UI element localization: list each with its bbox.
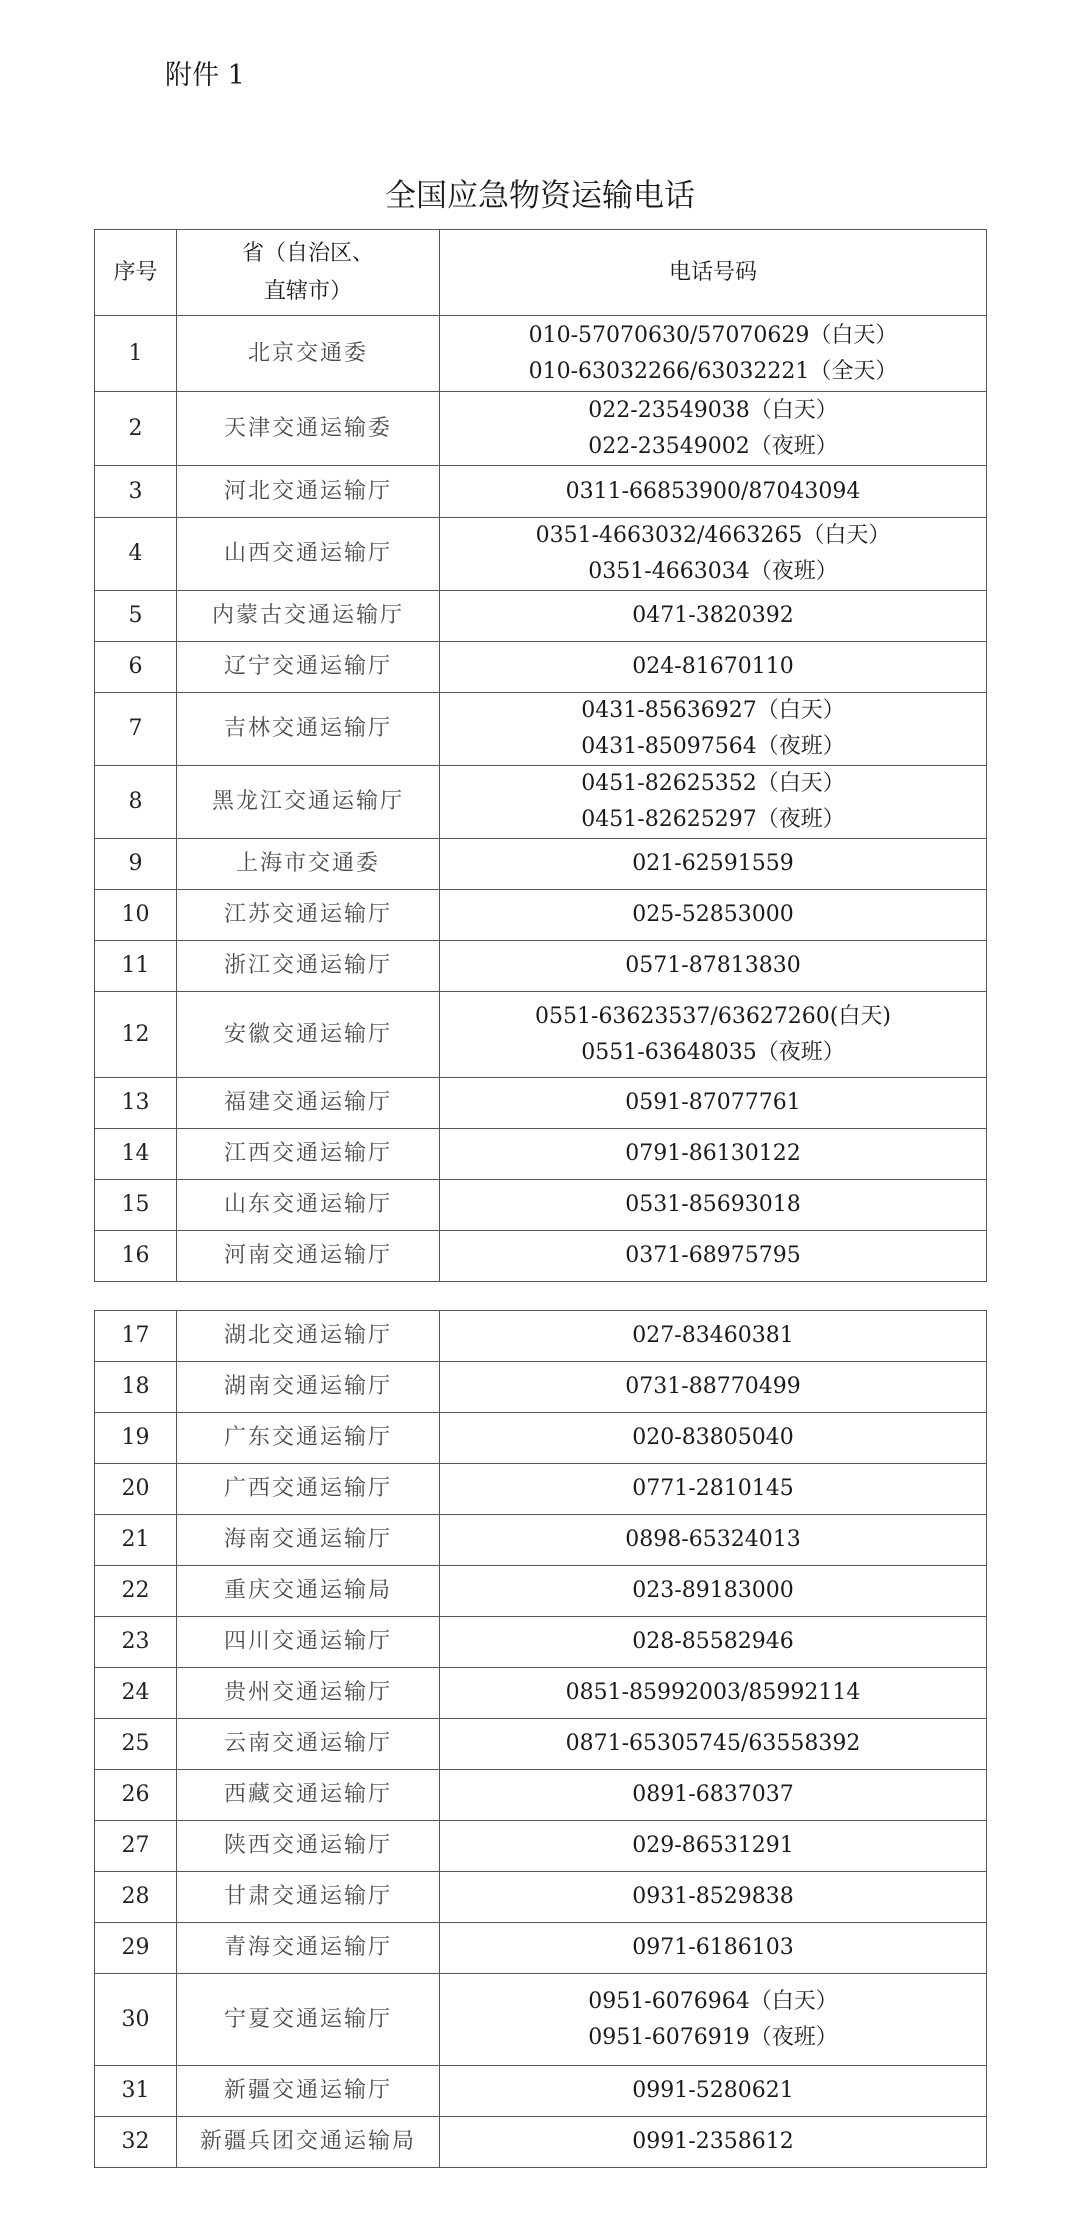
row-number: 4 xyxy=(95,518,177,591)
row-phone xyxy=(440,1180,987,1231)
header-org-line2: 直辖市） xyxy=(263,278,352,304)
phone-line-2: 0551-63648035（夜班） xyxy=(581,1039,845,1065)
row-phone xyxy=(440,1668,987,1719)
row-organization: 江苏交通运输厅 xyxy=(177,890,440,941)
table-row xyxy=(95,1231,987,1282)
row-number: 31 xyxy=(95,2066,177,2117)
row-number: 29 xyxy=(95,1923,177,1974)
table-body-part-1 xyxy=(95,316,987,1282)
row-organization: 甘肃交通运输厅 xyxy=(177,1872,440,1923)
phone-line-1: 022-23549038（白天） xyxy=(588,397,838,423)
table-row xyxy=(95,1078,987,1129)
phone-line-1: 023-89183000 xyxy=(632,1578,794,1603)
phone-line-1: 0571-87813830 xyxy=(625,953,801,978)
row-number: 15 xyxy=(95,1180,177,1231)
row-organization: 陕西交通运输厅 xyxy=(177,1821,440,1872)
header-no: 序号 xyxy=(95,230,177,316)
row-organization: 新疆兵团交通运输局 xyxy=(177,2117,440,2168)
row-organization: 内蒙古交通运输厅 xyxy=(177,591,440,642)
table-row xyxy=(95,466,987,518)
row-organization: 福建交通运输厅 xyxy=(177,1078,440,1129)
row-phone xyxy=(440,1770,987,1821)
phone-line-1: 0431-85636927（白天） xyxy=(581,698,845,723)
row-phone xyxy=(440,392,987,466)
row-phone xyxy=(440,1719,987,1770)
header-tel: 电话号码 xyxy=(440,230,987,316)
phone-line-1: 0311-66853900/87043094 xyxy=(565,478,861,504)
table-row xyxy=(95,890,987,941)
phone-line-1: 0791-86130122 xyxy=(625,1141,801,1166)
row-phone xyxy=(440,642,987,693)
row-number: 27 xyxy=(95,1821,177,1872)
row-organization: 云南交通运输厅 xyxy=(177,1719,440,1770)
row-number: 11 xyxy=(95,941,177,992)
table-row xyxy=(95,642,987,693)
row-phone xyxy=(440,1821,987,1872)
row-phone xyxy=(440,693,987,766)
phone-line-1: 024-81670110 xyxy=(632,654,794,679)
phone-line-1: 010-57070630/57070629（白天） xyxy=(528,322,898,348)
row-organization: 山西交通运输厅 xyxy=(177,518,440,591)
row-number: 8 xyxy=(95,766,177,839)
attachment-label: 附件 1 xyxy=(165,60,245,91)
phone-line-1: 0898-65324013 xyxy=(625,1527,801,1552)
row-number: 1 xyxy=(95,316,177,392)
row-phone xyxy=(440,1515,987,1566)
row-phone xyxy=(440,518,987,591)
row-phone xyxy=(440,1129,987,1180)
row-number: 19 xyxy=(95,1413,177,1464)
phone-line-1: 025-52853000 xyxy=(632,902,794,927)
phone-line-1: 0931-8529838 xyxy=(632,1884,794,1909)
table-row xyxy=(95,1923,987,1974)
phone-line-2: 0451-82625297（夜班） xyxy=(581,807,845,832)
table-row xyxy=(95,1413,987,1464)
row-number: 32 xyxy=(95,2117,177,2168)
row-number: 13 xyxy=(95,1078,177,1129)
row-phone xyxy=(440,2066,987,2117)
phone-line-1: 0871-65305745/63558392 xyxy=(565,1731,861,1756)
row-number: 9 xyxy=(95,839,177,890)
row-phone xyxy=(440,1464,987,1515)
row-organization: 湖南交通运输厅 xyxy=(177,1362,440,1413)
row-organization: 广西交通运输厅 xyxy=(177,1464,440,1515)
row-phone xyxy=(440,890,987,941)
row-organization: 青海交通运输厅 xyxy=(177,1923,440,1974)
row-phone xyxy=(440,1078,987,1129)
table-row xyxy=(95,1668,987,1719)
phone-line-1: 021-62591559 xyxy=(632,851,794,876)
table-row xyxy=(95,1464,987,1515)
phone-line-1: 0371-68975795 xyxy=(625,1243,801,1268)
row-organization: 新疆交通运输厅 xyxy=(177,2066,440,2117)
phone-line-2: 0431-85097564（夜班） xyxy=(581,734,845,759)
row-phone xyxy=(440,941,987,992)
row-phone xyxy=(440,466,987,518)
row-number: 23 xyxy=(95,1617,177,1668)
row-organization: 浙江交通运输厅 xyxy=(177,941,440,992)
phone-line-1: 0951-6076964（白天） xyxy=(588,1988,838,2014)
table-row xyxy=(95,992,987,1078)
row-organization: 江西交通运输厅 xyxy=(177,1129,440,1180)
row-phone xyxy=(440,992,987,1078)
phone-line-1: 0351-4663032/4663265（白天） xyxy=(535,523,891,548)
row-organization: 上海市交通委 xyxy=(177,839,440,890)
row-organization: 黑龙江交通运输厅 xyxy=(177,766,440,839)
row-number: 22 xyxy=(95,1566,177,1617)
row-phone xyxy=(440,1566,987,1617)
phone-line-1: 027-83460381 xyxy=(632,1323,794,1348)
phone-line-2: 0951-6076919（夜班） xyxy=(588,2024,838,2050)
table-row xyxy=(95,2066,987,2117)
row-phone xyxy=(440,1617,987,1668)
row-number: 20 xyxy=(95,1464,177,1515)
row-phone xyxy=(440,1923,987,1974)
table-row xyxy=(95,1770,987,1821)
row-number: 17 xyxy=(95,1311,177,1362)
phone-line-2: 010-63032266/63032221（全天） xyxy=(528,358,898,384)
row-number: 24 xyxy=(95,1668,177,1719)
table-row xyxy=(95,1617,987,1668)
phone-line-1: 0891-6837037 xyxy=(632,1782,794,1807)
phone-line-1: 0991-2358612 xyxy=(632,2129,794,2154)
row-number: 16 xyxy=(95,1231,177,1282)
row-number: 3 xyxy=(95,466,177,518)
table-row xyxy=(95,1974,987,2066)
phone-line-1: 029-86531291 xyxy=(632,1833,794,1858)
row-organization: 广东交通运输厅 xyxy=(177,1413,440,1464)
row-phone xyxy=(440,1231,987,1282)
phone-line-1: 0991-5280621 xyxy=(632,2078,794,2103)
row-number: 28 xyxy=(95,1872,177,1923)
row-number: 12 xyxy=(95,992,177,1078)
phone-line-1: 0591-87077761 xyxy=(625,1090,801,1115)
row-organization: 北京交通委 xyxy=(177,316,440,392)
row-number: 21 xyxy=(95,1515,177,1566)
table-row xyxy=(95,316,987,392)
table-row xyxy=(95,2117,987,2168)
table-row xyxy=(95,1180,987,1231)
row-phone xyxy=(440,1872,987,1923)
row-number: 2 xyxy=(95,392,177,466)
phone-line-1: 0971-6186103 xyxy=(632,1935,794,1960)
row-organization: 山东交通运输厅 xyxy=(177,1180,440,1231)
row-number: 14 xyxy=(95,1129,177,1180)
phone-line-1: 0851-85992003/85992114 xyxy=(565,1680,861,1705)
table-row xyxy=(95,941,987,992)
row-phone xyxy=(440,591,987,642)
row-organization: 贵州交通运输厅 xyxy=(177,1668,440,1719)
row-number: 7 xyxy=(95,693,177,766)
header-org xyxy=(177,230,440,316)
table-row xyxy=(95,693,987,766)
row-organization: 海南交通运输厅 xyxy=(177,1515,440,1566)
row-phone xyxy=(440,766,987,839)
phone-line-1: 020-83805040 xyxy=(632,1425,794,1450)
row-phone xyxy=(440,1362,987,1413)
table-row xyxy=(95,1566,987,1617)
row-organization: 河南交通运输厅 xyxy=(177,1231,440,1282)
phone-line-2: 022-23549002（夜班） xyxy=(588,433,838,459)
table-row xyxy=(95,518,987,591)
phone-line-1: 0731-88770499 xyxy=(625,1374,801,1399)
row-phone xyxy=(440,1311,987,1362)
row-organization: 重庆交通运输局 xyxy=(177,1566,440,1617)
phone-line-1: 0471-3820392 xyxy=(632,603,794,628)
row-organization: 湖北交通运输厅 xyxy=(177,1311,440,1362)
phone-table-part-2 xyxy=(94,1310,987,2168)
row-number: 25 xyxy=(95,1719,177,1770)
phone-table-part-1 xyxy=(94,229,987,1282)
row-organization: 西藏交通运输厅 xyxy=(177,1770,440,1821)
phone-line-1: 0551-63623537/63627260(白天) xyxy=(535,1003,891,1029)
table-row xyxy=(95,1719,987,1770)
phone-line-2: 0351-4663034（夜班） xyxy=(588,559,838,584)
table-row xyxy=(95,1311,987,1362)
phone-line-1: 0531-85693018 xyxy=(625,1192,801,1217)
row-number: 5 xyxy=(95,591,177,642)
row-organization: 四川交通运输厅 xyxy=(177,1617,440,1668)
row-organization: 吉林交通运输厅 xyxy=(177,693,440,766)
table-row xyxy=(95,839,987,890)
row-number: 26 xyxy=(95,1770,177,1821)
row-organization: 辽宁交通运输厅 xyxy=(177,642,440,693)
document-title: 全国应急物资运输电话 xyxy=(385,178,695,214)
header-org-line1: 省（自治区、 xyxy=(241,240,374,266)
table-row xyxy=(95,1821,987,1872)
phone-line-1: 0771-2810145 xyxy=(632,1476,794,1501)
row-phone xyxy=(440,2117,987,2168)
row-phone xyxy=(440,1974,987,2066)
table-row xyxy=(95,1515,987,1566)
phone-line-1: 0451-82625352（白天） xyxy=(581,771,845,796)
row-number: 30 xyxy=(95,1974,177,2066)
row-phone xyxy=(440,839,987,890)
row-number: 10 xyxy=(95,890,177,941)
table-row xyxy=(95,1872,987,1923)
row-organization: 安徽交通运输厅 xyxy=(177,992,440,1078)
row-phone xyxy=(440,316,987,392)
row-organization: 天津交通运输委 xyxy=(177,392,440,466)
table-row xyxy=(95,591,987,642)
table-row xyxy=(95,392,987,466)
table-header-row xyxy=(95,230,987,316)
row-number: 18 xyxy=(95,1362,177,1413)
table-row xyxy=(95,766,987,839)
row-number: 6 xyxy=(95,642,177,693)
table-row xyxy=(95,1129,987,1180)
table-body-part-2 xyxy=(95,1311,987,2168)
phone-line-1: 028-85582946 xyxy=(632,1629,794,1654)
row-organization: 宁夏交通运输厅 xyxy=(177,1974,440,2066)
table-row xyxy=(95,1362,987,1413)
row-phone xyxy=(440,1413,987,1464)
row-organization: 河北交通运输厅 xyxy=(177,466,440,518)
